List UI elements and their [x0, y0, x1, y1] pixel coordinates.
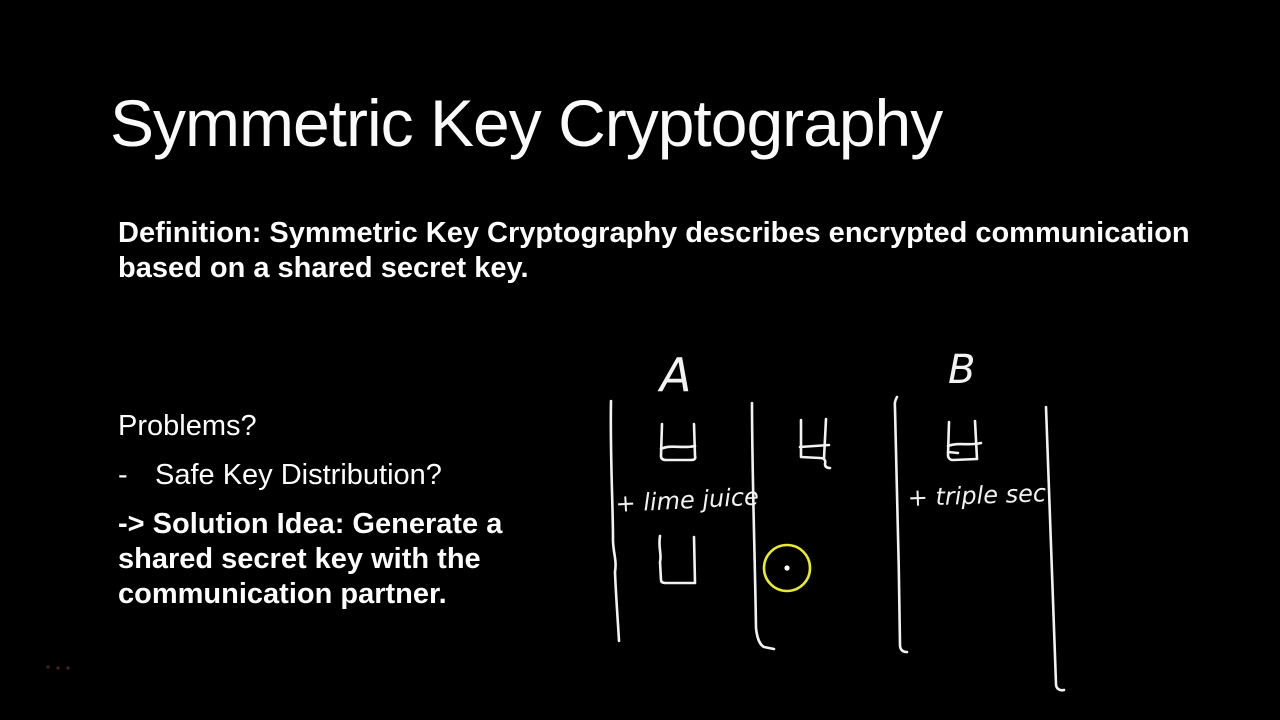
slide-title: Symmetric Key Cryptography — [110, 86, 943, 160]
solution-line-1: -> Solution Idea: Generate a — [118, 508, 503, 540]
bullet-marker: - — [118, 459, 128, 491]
problems-heading: Problems? — [118, 410, 257, 442]
definition-line-2: based on a shared secret key. — [118, 252, 529, 284]
glass-b-bottom-overdraw — [948, 452, 958, 453]
timeline-b-left — [895, 397, 907, 652]
annotation-lime-juice: + lime juice — [614, 482, 760, 518]
glass-a-liquid-line — [661, 446, 695, 449]
pointer-cursor-dot — [784, 565, 789, 570]
glass-b-outline — [948, 421, 977, 460]
glass-b-filled — [948, 421, 981, 460]
annotation-triple-sec: + triple sec — [907, 479, 1047, 512]
faint-artifact-dots — [46, 665, 69, 669]
glass-a-filled — [661, 424, 695, 460]
timeline-a-left — [611, 401, 619, 641]
solution-line-2: shared secret key with the — [118, 543, 481, 575]
glass-a-outline — [661, 424, 695, 460]
solution-line-3: communication partner. — [118, 578, 447, 610]
timeline-b-right — [1046, 407, 1064, 690]
party-a-label: A — [660, 348, 692, 402]
timeline-a-right — [752, 403, 774, 649]
glass-middle-right-wall — [824, 419, 826, 458]
glass-a-empty — [659, 536, 695, 583]
glass-middle-filled — [800, 419, 830, 468]
definition-line-1: Definition: Symmetric Key Cryptography describes encrypted communication — [118, 217, 1190, 249]
party-b-label: B — [948, 347, 976, 393]
bullet-text: Safe Key Distribution? — [155, 459, 442, 491]
